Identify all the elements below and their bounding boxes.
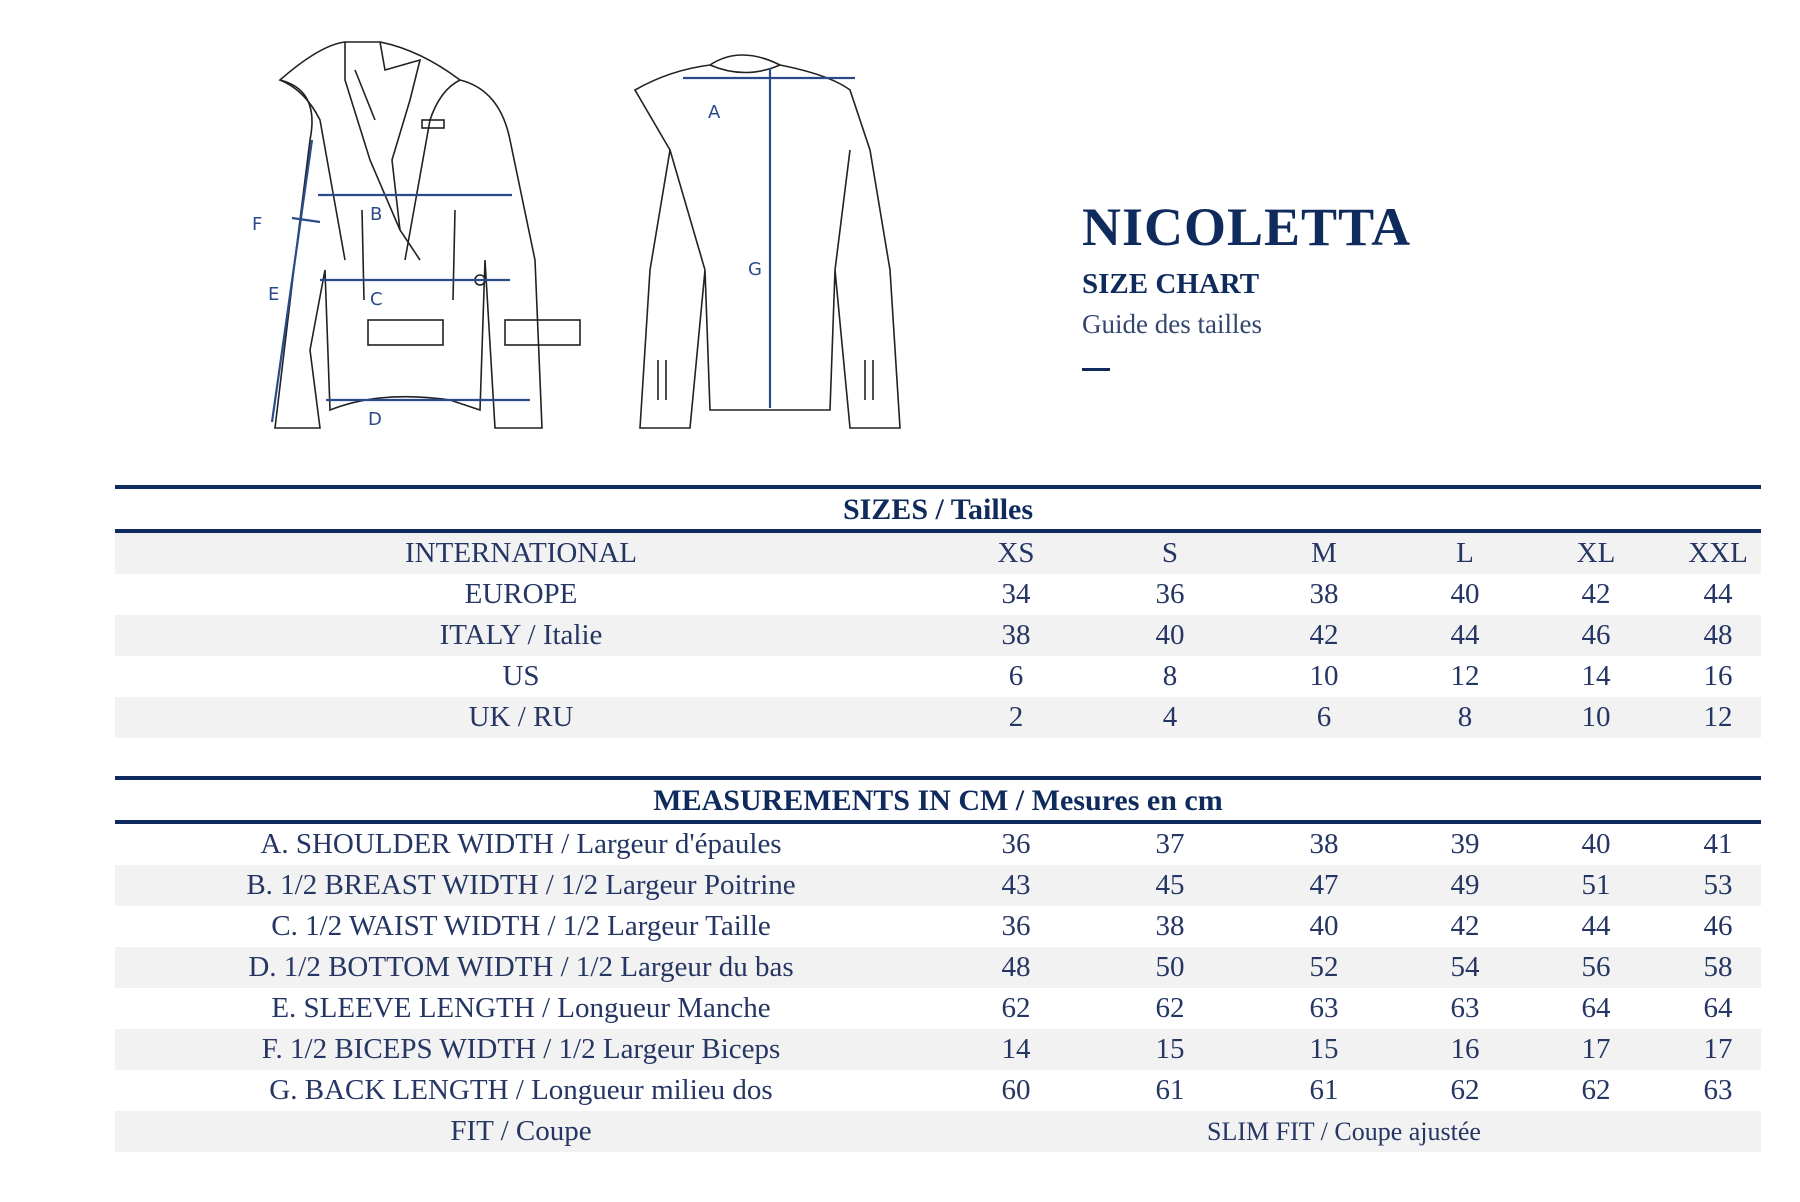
table-row [115, 656, 1761, 697]
table-cell: 42 [1581, 578, 1611, 610]
table-cell: 36 [1155, 578, 1185, 610]
label-F: F [252, 214, 263, 235]
table-cell: 39 [1450, 828, 1480, 860]
label-G: G [748, 259, 762, 280]
table-cell: 38 [1001, 619, 1031, 651]
table-cell: 52 [1309, 951, 1339, 983]
label-B: B [370, 204, 383, 225]
fit-label: FIT / Coupe [450, 1115, 592, 1147]
table-cell: 44 [1450, 619, 1480, 651]
table-cell: L [1456, 537, 1474, 569]
table-cell: 40 [1155, 619, 1185, 651]
table-cell: 63 [1309, 992, 1339, 1024]
table-cell: 48 [1703, 619, 1733, 651]
table-cell: 64 [1703, 992, 1733, 1024]
table-cell: 14 [1001, 1033, 1031, 1065]
table-row [115, 988, 1761, 1029]
table-cell: 42 [1309, 619, 1339, 651]
table-cell: 34 [1001, 578, 1031, 610]
table-cell: 40 [1581, 828, 1611, 860]
table-cell: 16 [1703, 660, 1733, 692]
table-cell: 51 [1581, 869, 1611, 901]
row-label: B. 1/2 BREAST WIDTH / 1/2 Largeur Poitrine [246, 869, 796, 901]
row-label: F. 1/2 BICEPS WIDTH / 1/2 Largeur Biceps [261, 1033, 781, 1065]
row-label: G. BACK LENGTH / Longueur milieu dos [269, 1074, 773, 1106]
table-cell: 2 [1008, 701, 1024, 733]
table-cell: XXL [1688, 537, 1748, 569]
size-chart-heading: SIZE CHART [1082, 268, 1260, 300]
table-cell: 4 [1162, 701, 1178, 733]
table-cell: 48 [1001, 951, 1031, 983]
table-cell: 46 [1703, 910, 1733, 942]
table-cell: 44 [1581, 910, 1611, 942]
table-cell: 38 [1309, 828, 1339, 860]
table-cell: 37 [1155, 828, 1185, 860]
product-title: NICOLETTA [1082, 197, 1412, 257]
table-cell: 40 [1450, 578, 1480, 610]
row-label: A. SHOULDER WIDTH / Largeur d'épaules [260, 828, 782, 860]
table-cell: 54 [1450, 951, 1480, 983]
label-E: E [268, 284, 280, 305]
table-cell: 44 [1703, 578, 1733, 610]
table-row [115, 697, 1761, 738]
table-cell: S [1161, 537, 1179, 569]
table-row [115, 1070, 1761, 1111]
row-label: C. 1/2 WAIST WIDTH / 1/2 Largeur Taille [271, 910, 771, 942]
jacket-drawing [130, 30, 970, 440]
table-cell: 49 [1450, 869, 1480, 901]
title-block [1082, 197, 1412, 371]
table-cell: 62 [1155, 992, 1185, 1024]
table-cell: 61 [1309, 1074, 1339, 1106]
table-cell: 61 [1155, 1074, 1185, 1106]
label-D: D [368, 409, 382, 430]
size-chart-heading-fr: Guide des tailles [1082, 309, 1262, 339]
sizes-table [115, 485, 1761, 738]
table-cell: 10 [1309, 660, 1339, 692]
sizes-title: SIZES / Tailles [842, 493, 1034, 526]
table-row [115, 533, 1761, 574]
table-cell: 15 [1155, 1033, 1185, 1065]
table-cell: 58 [1703, 951, 1733, 983]
table-cell: 47 [1309, 869, 1339, 901]
table-cell: 8 [1457, 701, 1473, 733]
measurements-title: MEASUREMENTS IN CM / Mesures en cm [653, 784, 1223, 817]
label-C: C [370, 289, 383, 310]
row-label: E. SLEEVE LENGTH / Longueur Manche [271, 992, 771, 1024]
table-cell: 50 [1155, 951, 1185, 983]
table-row [115, 947, 1761, 988]
table-cell: 16 [1450, 1033, 1480, 1065]
table-cell: 10 [1581, 701, 1611, 733]
table-cell: 6 [1316, 701, 1332, 733]
table-cell: 53 [1703, 869, 1733, 901]
table-row [115, 615, 1761, 656]
table-cell: 38 [1155, 910, 1185, 942]
table-cell: 42 [1450, 910, 1480, 942]
fit-value: SLIM FIT / Coupe ajustée [1207, 1117, 1481, 1146]
row-label: EUROPE [464, 578, 578, 610]
table-cell: 38 [1309, 578, 1339, 610]
table-cell: 36 [1001, 910, 1031, 942]
table-row [115, 1029, 1761, 1070]
table-cell: 63 [1450, 992, 1480, 1024]
table-cell: XL [1576, 537, 1616, 569]
table-cell: 63 [1703, 1074, 1733, 1106]
table-cell: 62 [1001, 992, 1031, 1024]
table-cell: 45 [1155, 869, 1185, 901]
table-cell: 17 [1581, 1033, 1611, 1065]
table-cell: 36 [1001, 828, 1031, 860]
fit-row [115, 1111, 1761, 1152]
table-row [115, 574, 1761, 615]
measurements-table [115, 776, 1761, 1152]
table-cell: 14 [1581, 660, 1611, 692]
table-cell: M [1311, 537, 1337, 569]
table-cell: 64 [1581, 992, 1611, 1024]
row-label: D. 1/2 BOTTOM WIDTH / 1/2 Largeur du bas [248, 951, 794, 983]
table-cell: 62 [1581, 1074, 1611, 1106]
table-cell: 43 [1001, 869, 1031, 901]
jacket-diagram [130, 30, 970, 440]
table-cell: 12 [1703, 701, 1733, 733]
row-label: ITALY / Italie [439, 619, 603, 651]
label-A: A [708, 102, 721, 123]
table-cell: 41 [1703, 828, 1733, 860]
table-cell: 56 [1581, 951, 1611, 983]
table-cell: 15 [1309, 1033, 1339, 1065]
table-row [115, 824, 1761, 865]
table-cell: 17 [1703, 1033, 1733, 1065]
table-cell: 8 [1162, 660, 1178, 692]
table-cell: 6 [1008, 660, 1024, 692]
table-cell: XS [997, 537, 1035, 569]
row-label: INTERNATIONAL [405, 537, 637, 569]
table-cell: 60 [1001, 1074, 1031, 1106]
table-row [115, 865, 1761, 906]
row-label: UK / RU [468, 701, 574, 733]
table-cell: 40 [1309, 910, 1339, 942]
table-row [115, 906, 1761, 947]
table-cell: 62 [1450, 1074, 1480, 1106]
table-cell: 12 [1450, 660, 1480, 692]
table-cell: 46 [1581, 619, 1611, 651]
title-dash [1082, 368, 1110, 371]
row-label: US [502, 660, 540, 692]
